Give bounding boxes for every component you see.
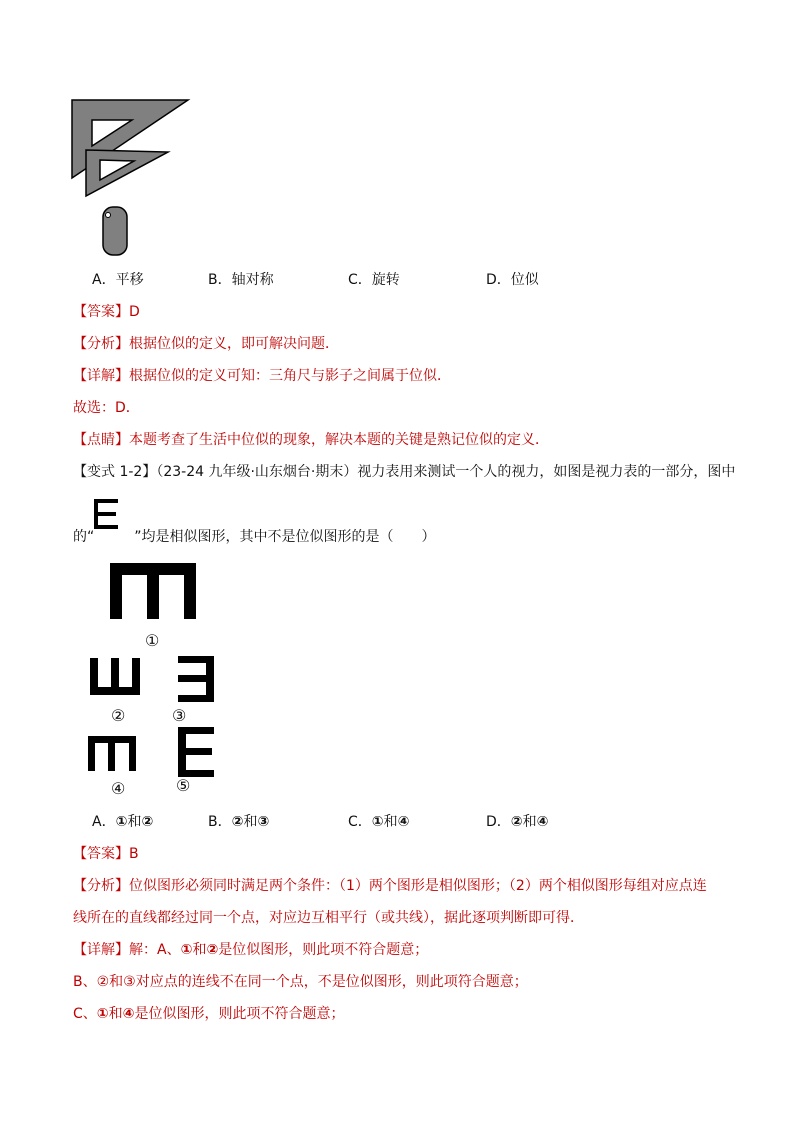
stem-pre: 的“ xyxy=(73,529,95,545)
q2-answer xyxy=(73,844,139,864)
option-letter: D． xyxy=(486,272,511,288)
figure-e-2 xyxy=(90,658,140,695)
option-num-a: ② xyxy=(231,814,244,830)
detail-pre: B、 xyxy=(73,974,97,990)
option-letter: B． xyxy=(208,272,232,288)
detail-mid: 和 xyxy=(109,974,124,990)
q2-detail-c xyxy=(73,1004,345,1024)
answer-value: D xyxy=(129,304,140,320)
eye-chart-figure xyxy=(80,555,230,805)
option-text: 位似 xyxy=(510,272,539,288)
detail-tag: 【详解】 xyxy=(73,368,129,384)
figure-e-3 xyxy=(178,656,214,702)
option-num-a: ① xyxy=(371,814,384,830)
answer-tag: 【答案】 xyxy=(73,304,129,320)
q1-option-a xyxy=(92,270,144,290)
figure-e-1 xyxy=(110,563,196,619)
stem-post: ”均是相似图形，其中不是位似图形的是（ ） xyxy=(134,529,436,545)
detail-mid: 和 xyxy=(108,1006,123,1022)
figure-label-5: ⑤ xyxy=(176,776,191,795)
analysis-tag: 【分析】 xyxy=(73,336,129,352)
q1-answer xyxy=(73,302,140,322)
q1-option-c xyxy=(348,270,400,290)
option-letter: A． xyxy=(92,272,116,288)
q2-option-d xyxy=(486,812,549,832)
analysis-text: 位似图形必须同时满足两个条件：（1）两个图形是相似图形；（2）两个相似图形每组对应点连 xyxy=(129,878,707,894)
q2-stem-line1 xyxy=(73,462,735,482)
figure-label-3: ③ xyxy=(172,706,187,725)
q1-analysis xyxy=(73,334,339,354)
detail-num-2: ③ xyxy=(123,974,136,990)
detail-post: 是位似图形，则此项不符合题意； xyxy=(134,1006,345,1022)
figure-label-2: ② xyxy=(111,706,126,725)
option-text: 轴对称 xyxy=(231,272,274,288)
inline-e-glyph-icon xyxy=(92,497,122,531)
option-letter: A． xyxy=(92,814,116,830)
option-num-a: ② xyxy=(510,814,523,830)
option-text: 平移 xyxy=(115,272,144,288)
q2-detail-a xyxy=(73,940,428,960)
answer-tag: 【答案】 xyxy=(73,846,129,862)
detail-post: 是位似图形，则此项不符合题意； xyxy=(218,942,429,958)
variant-tag: 【变式 1-2】 xyxy=(73,464,157,480)
option-letter: B． xyxy=(208,814,232,830)
detail-pre: 解：A、 xyxy=(129,942,181,958)
detail-post: 对应点的连线不在同一个点，不是位似图形，则此项符合题意； xyxy=(135,974,528,990)
option-mid: 和 xyxy=(522,814,537,830)
option-mid: 和 xyxy=(127,814,142,830)
detail-pre: C、 xyxy=(73,1006,97,1022)
q1-choose: 故选：D． xyxy=(73,400,140,416)
q2-option-c xyxy=(348,812,410,832)
q2-stem-line2 xyxy=(73,527,436,547)
analysis-tag: 【分析】 xyxy=(73,878,129,894)
figure-label-1: ① xyxy=(145,631,160,650)
option-letter: C． xyxy=(348,272,372,288)
setsquare-shadow-figure xyxy=(70,98,195,258)
option-num-b: ④ xyxy=(397,814,410,830)
q1-detail xyxy=(73,366,451,386)
detail-num-2: ④ xyxy=(122,1006,135,1022)
q2-analysis-line2: 线所在的直线都经过同一个点，对应边互相平行（或共线），据此逐项判断即可得． xyxy=(73,910,584,926)
option-letter: C． xyxy=(348,814,372,830)
analysis-text: 根据位似的定义，即可解决问题． xyxy=(129,336,339,352)
q1-comment xyxy=(73,430,549,450)
detail-num-1: ② xyxy=(96,974,110,990)
option-num-b: ④ xyxy=(536,814,549,830)
option-num-b: ② xyxy=(141,814,154,830)
detail-tag: 【详解】 xyxy=(73,942,129,958)
q2-option-a xyxy=(92,812,153,832)
detail-mid: 和 xyxy=(192,942,207,958)
q2-option-b xyxy=(208,812,269,832)
q1-option-d xyxy=(486,270,539,290)
option-num-a: ① xyxy=(115,814,128,830)
stem-text: 视力表用来测试一个人的视力，如图是视力表的一部分，图中 xyxy=(357,464,736,480)
comment-text: 本题考查了生活中位似的现象，解决本题的关键是熟记位似的定义． xyxy=(129,432,549,448)
detail-num-2: ② xyxy=(206,942,219,958)
figure-label-4: ④ xyxy=(111,779,126,798)
comment-tag: 【点睛】 xyxy=(73,432,129,448)
q2-analysis-line1 xyxy=(73,876,707,896)
detail-num-1: ① xyxy=(96,1006,109,1022)
option-text: 旋转 xyxy=(371,272,400,288)
detail-num-1: ① xyxy=(180,942,193,958)
figure-e-5 xyxy=(178,727,214,777)
q2-detail-b xyxy=(73,972,528,992)
option-num-b: ③ xyxy=(257,814,270,830)
detail-text: 根据位似的定义可知：三角尺与影子之间属于位似． xyxy=(129,368,451,384)
question-source: （23-24 九年级·山东烟台·期末） xyxy=(156,464,358,480)
q1-option-b xyxy=(208,270,274,290)
answer-value: B xyxy=(129,846,139,862)
option-mid: 和 xyxy=(383,814,398,830)
figure-e-4 xyxy=(88,736,136,771)
option-letter: D． xyxy=(486,814,511,830)
option-mid: 和 xyxy=(243,814,258,830)
